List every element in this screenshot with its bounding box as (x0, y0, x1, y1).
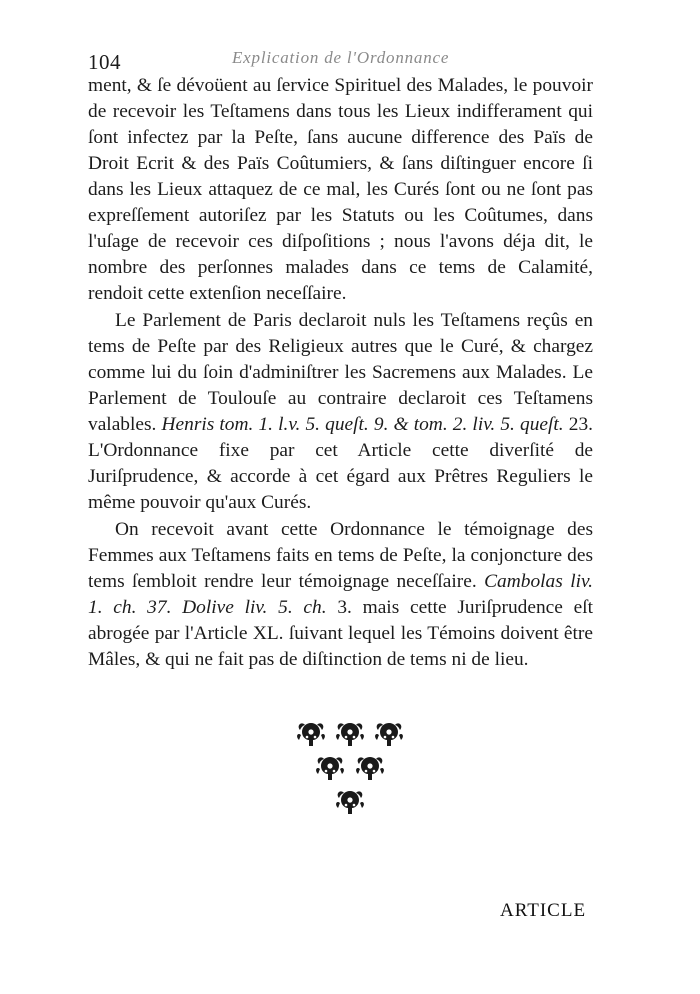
paragraph-2 (88, 308, 593, 516)
paragraph-1: ment, & ſe dévoüent au ſervice Spirituel des Malades, le pouvoir de recevoir les Teſtamens dans tous les Lieux indifferament qui ſont infectez par la Peſte, ſans aucune difference des Païs de Droit Ecrit & des Païs Coûtumiers, & ſans diſtinguer encore ſi dans les Lieux attaquez de ce mal, les Curés ſont ou ne ſont pas expreſſement autoriſez par les Statuts ou les Coûtumes, dans l'uſage de recevoir ces diſpoſitions ; nous l'avons déja dit, le nombre des perſonnes malades dans ce tems de Calamité, rendoit cette extenſion neceſſaire. (88, 75, 593, 304)
paragraph-3-citation: Cambolas liv. 1. ch. 37. Dolive liv. 5. ch. (88, 571, 593, 618)
paragraph-2-text-end: 23. L'Ordonnance fixe par cet Article cette diverſité de Juriſprudence, & accorde à cet égard aux Prêtres Reguliers le même pouvoir qu'aux Curés. (88, 414, 593, 513)
running-title: Explication de l'Ordonnance (232, 48, 450, 67)
catchword: ARTICLE (500, 900, 587, 921)
body-text (88, 73, 593, 673)
page-number: 104 (88, 50, 121, 74)
paragraph-2-text: Le Parlement de Paris declaroit nuls les Teſtamens reçûs en tems de Peſte par des Religieux autres que le Curé, & chargez comme lui du ſoin d'adminiſtrer les Sacremens aux Malades. Le Parlement de Toulouſe au contraire declaroit ces Teſtamens valables. (88, 310, 593, 435)
paragraph-3 (88, 517, 593, 673)
floral-tailpiece-icon (292, 718, 408, 822)
paragraph-3-text-end: 3. mais cette Juriſprudence eſt abrogée par l'Article XL. ſuivant lequel les Témoins doivent être Mâles, & qui ne fait pas de diſtinction de tems ni de lieu. (88, 597, 593, 670)
paragraph-3-text: On recevoit avant cette Ordonnance le témoignage des Femmes aux Teſtamens faits en tems de Peſte, la conjoncture des tems ſembloit rendre leur témoignage neceſſaire. (88, 519, 593, 592)
paragraph-2-citation: Henris tom. 1. l.v. 5. queſt. 9. & tom. 2. liv. 5. queſt. (161, 414, 564, 435)
